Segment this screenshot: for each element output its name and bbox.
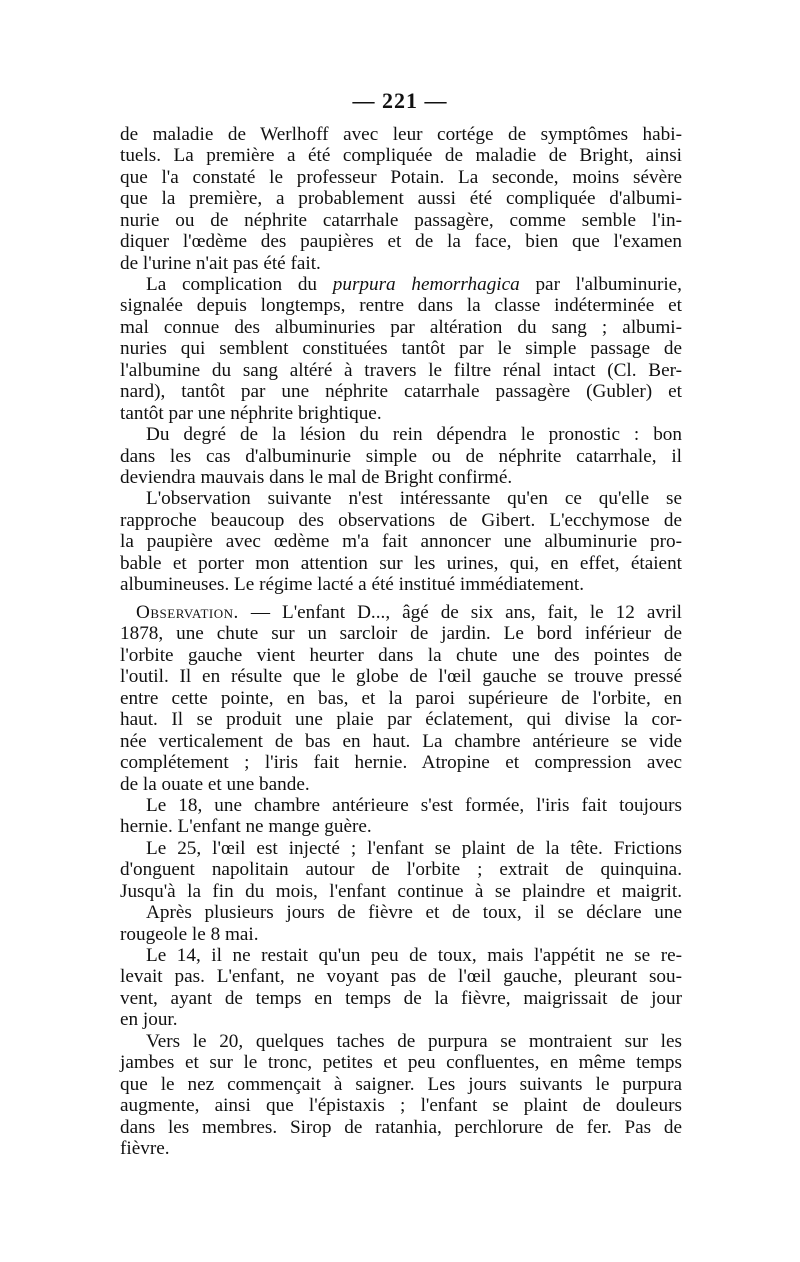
observation-section xyxy=(120,602,682,1159)
paragraph-line: nurie ou de néphrite catarrhale passagère, comme semble l'in- xyxy=(120,209,682,231)
paragraph-line: mal connue des albuminuries par altération du sang ; albumi- xyxy=(120,316,682,338)
paragraph-line: dans les membres. Sirop de ratanhia, perchlorure de fer. Pas de xyxy=(120,1116,682,1138)
paragraph-line: levait pas. L'enfant, ne voyant pas de l'œil gauche, pleurant sou- xyxy=(120,966,682,988)
paragraph-line: rougeole le 8 mai. xyxy=(120,923,259,945)
paragraph-line: Le 18, une chambre antérieure s'est formée, l'iris fait toujours xyxy=(146,794,682,816)
paragraph-line: bable et porter mon attention sur les urines, qui, en effet, étaient xyxy=(120,552,682,574)
paragraph-line: albumineuses. Le régime lacté a été institué immédiatement. xyxy=(120,574,585,596)
paragraph-line: nard), tantôt par une néphrite catarrhale passagère (Gubler) et xyxy=(120,381,682,403)
paragraph-line: La complication du purpura hemorrhagica par l'albuminurie, xyxy=(146,274,682,295)
paragraph-line: Le 14, il ne restait qu'un peu de toux, mais l'appétit ne se re- xyxy=(146,945,682,966)
paragraph-line: nuries qui semblent constituées tantôt par le simple passage de xyxy=(120,338,682,360)
paragraph-line: rapproche beaucoup des observations de Gibert. L'ecchymose de xyxy=(120,509,682,531)
paragraph-line: augmente, ainsi que l'épistaxis ; l'enfant se plaint de douleurs xyxy=(120,1095,682,1117)
page-number: — 221 — xyxy=(352,88,448,113)
paragraph-werlhoff xyxy=(120,124,682,274)
paragraph-line: hernie. L'enfant ne mange guère. xyxy=(120,816,372,838)
paragraph-line: Vers le 20, quelques taches de purpura se montraient sur les xyxy=(146,1030,682,1052)
paragraph-line: diquer l'œdème des paupières et de la face, bien que l'examen xyxy=(120,231,682,253)
paragraph-line: Le 25, l'œil est injecté ; l'enfant se plaint de la tête. Frictions xyxy=(146,837,682,859)
observation-label: Observation. xyxy=(136,602,239,623)
paragraph-line: signalée depuis longtemps, rentre dans la classe indéterminée et xyxy=(120,295,682,317)
paragraph-line: que le nez commençait à saigner. Les jours suivants le purpura xyxy=(120,1073,682,1095)
paragraph-line: de la ouate et une bande. xyxy=(120,773,310,795)
observation-heading-line: Observation. — L'enfant D..., âgé de six ans, fait, le 12 avril xyxy=(136,602,682,623)
paragraph-line: de maladie de Werlhoff avec leur cortége de symptômes habi- xyxy=(120,124,682,145)
paragraph-line: L'observation suivante n'est intéressante qu'en ce qu'elle se xyxy=(146,488,682,510)
paragraph-line: fièvre. xyxy=(120,1137,170,1159)
paragraph-line: que l'a constaté le professeur Potain. La seconde, moins sévère xyxy=(120,166,682,188)
paragraph-line: vent, ayant de temps en temps de la fièvre, maigrissait de jour xyxy=(120,987,682,1009)
paragraph-complication xyxy=(120,274,682,596)
paragraph-line: Jusqu'à la fin du mois, l'enfant continue à se plaindre et maigrit. xyxy=(120,880,682,902)
paragraph-line: en jour. xyxy=(120,1009,178,1031)
paragraph-line: tuels. La première a été compliquée de maladie de Bright, ainsi xyxy=(120,145,682,167)
paragraph-line: deviendra mauvais dans le mal de Bright confirmé. xyxy=(120,466,513,488)
paragraph-line: d'onguent napolitain autour de l'orbite ; extrait de quinquina. xyxy=(120,859,682,881)
paragraph-line: l'orbite gauche vient heurter dans la chute une des pointes de xyxy=(120,644,682,666)
paragraph-line: Du degré de la lésion du rein dépendra le pronostic : bon xyxy=(146,424,682,446)
italic-term: purpura hemorrhagica xyxy=(332,274,520,295)
paragraph-line: la paupière avec œdème m'a fait annoncer une albuminurie pro- xyxy=(120,531,682,553)
paragraph-line: l'outil. Il en résulte que le globe de l'œil gauche se trouve pressé xyxy=(120,666,682,688)
paragraph-line: haut. Il se produit une plaie par éclatement, qui divise la cor- xyxy=(120,709,682,731)
paragraph-line: entre cette pointe, en bas, et la paroi supérieure de l'orbite, en xyxy=(120,687,682,709)
paragraph-line: dans les cas d'albuminurie simple ou de néphrite catarrhale, il xyxy=(120,445,682,467)
paragraph-line: l'albumine du sang altéré à travers le filtre rénal intact (Cl. Ber- xyxy=(120,359,682,381)
paragraph-line: tantôt par une néphrite brightique. xyxy=(120,402,382,424)
paragraph-line: de l'urine n'ait pas été fait. xyxy=(120,252,321,274)
paragraph-line: jambes et sur le tronc, petites et peu confluentes, en même temps xyxy=(120,1052,682,1074)
paragraph-line: Après plusieurs jours de fièvre et de toux, il se déclare une xyxy=(146,902,682,924)
paragraph-line: que la première, a probablement aussi été compliquée d'albumi- xyxy=(120,188,682,210)
paragraph-line: complétement ; l'iris fait hernie. Atropine et compression avec xyxy=(120,752,682,774)
paragraph-line: née verticalement de bas en haut. La chambre antérieure se vide xyxy=(120,730,682,752)
paragraph-line: 1878, une chute sur un sarcloir de jardin. Le bord inférieur de xyxy=(120,623,682,645)
